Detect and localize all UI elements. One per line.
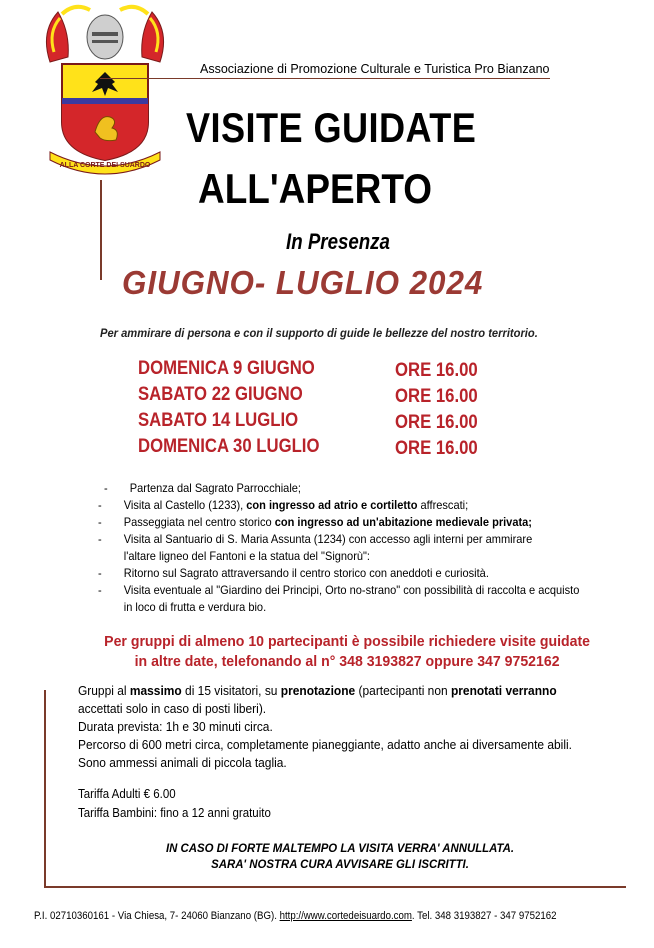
date-time: ORE 16.00 [395,412,478,433]
date-day: DOMENICA 9 GIUGNO [138,358,315,379]
cancellation-notice [100,840,580,872]
page-title-line2: ALL'APERTO [198,165,432,212]
period-heading: GIUGNO- LUGLIO 2024 [122,264,484,301]
list-item-continuation: l'altare ligneo del Fantoni e la statua del "Signorù": [123,549,371,563]
list-item: - Visita eventuale al "Giardino dei Principi, Orto no-strano" con possibilità di raccolta e acquisto [98,583,580,597]
intro-text: Per ammirare di persona e con il supporto di guide le bellezze del nostro territorio. [100,326,538,340]
date-day: SABATO 14 LUGLIO [138,410,299,431]
info-line: Sono ammessi animali di piccola taglia. [78,755,287,770]
footer-phones: . Tel. 348 3193827 - 347 9752162 [411,910,557,922]
subtitle: In Presenza [286,229,390,254]
date-time: ORE 16.00 [395,386,478,407]
cancellation-line: IN CASO DI FORTE MALTEMPO LA VISITA VERRA' ANNULLATA. [165,841,515,855]
tariffs-block [78,785,288,823]
list-item: - Ritorno sul Sagrato attraversando il centro storico con aneddoti e curiosità. [98,566,489,580]
cancellation-line: SARA' NOSTRA CURA AVVISARE GLI ISCRITTI. [211,857,469,871]
horizontal-rule-bottom [44,886,626,888]
date-time: ORE 16.00 [395,360,478,381]
date-day: DOMENICA 30 LUGLIO [138,436,320,457]
list-item: - Visita al Castello (1233), con ingresso ad atrio e cortiletto affrescati; [98,498,469,512]
page-title-line1: VISITE GUIDATE [186,104,477,151]
list-item-continuation: in loco di frutta e verdura bio. [123,600,267,614]
program-list [98,480,628,616]
footer-address: P.I. 02710360161 - Via Chiesa, 7- 24060 Bianzano (BG). [34,910,280,922]
info-block [78,682,618,772]
vertical-rule-top [100,180,102,280]
footer [34,910,557,922]
list-item: - Visita al Santuario di S. Maria Assunta (1234) con accesso agli interni per ammirare [98,532,533,546]
coat-of-arms-logo [40,2,170,177]
tariff-adults: Tariffa Adulti € 6.00 [78,787,176,801]
website-link[interactable]: http://www.cortedeisuardo.com [279,910,412,922]
info-line: Gruppi al massimo di 15 visitatori, su prenotazione (partecipanti non prenotati verranno [78,683,557,698]
horizontal-rule-top [100,78,550,79]
crest-motto: ALLA CORTE DEI SUARDO [59,162,151,169]
list-item: - Partenza dal Sagrato Parrocchiale; [104,481,301,495]
list-item: - Passeggiata nel centro storico con ingresso ad un'abitazione medievale privata; [98,515,532,529]
info-line: accettati solo in caso di posti liberi). [78,701,267,716]
association-name: Associazione di Promozione Culturale e Turistica Pro Bianzano [200,62,550,76]
date-day: SABATO 22 GIUGNO [138,384,303,405]
info-line: Percorso di 600 metri circa, completamente pianeggiante, adatto anche ai diversamente abili. [78,737,572,752]
groups-note: Per gruppi di almeno 10 partecipanti è possibile richiedere visite guidate in altre date, telefonando al n° 348 3193827 oppure 347 9752162 [104,633,591,670]
tariff-children: Tariffa Bambini: fino a 12 anni gratuito [78,806,271,820]
date-time: ORE 16.00 [395,438,478,459]
vertical-rule-bottom [44,690,46,888]
info-line: Durata prevista: 1h e 30 minuti circa. [78,719,273,734]
